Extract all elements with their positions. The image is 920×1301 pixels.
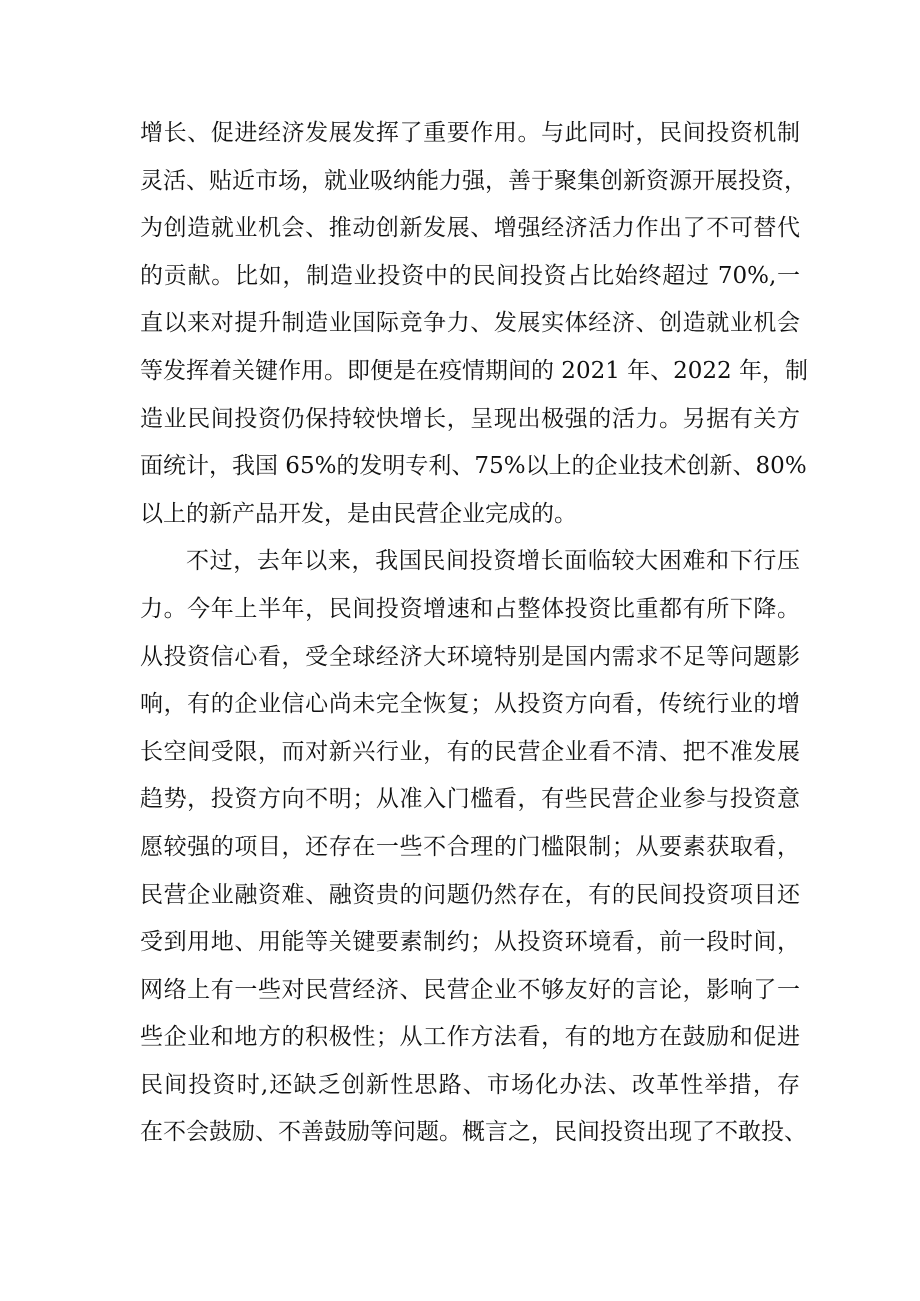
text-line: 网络上有一些对民营经济、民营企业不够友好的言论，影响了一: [140, 976, 800, 1003]
text-line: 灵活、贴近市场，就业吸纳能力强，善于聚集创新资源开展投资，: [140, 167, 807, 194]
text-line: 以上的新产品开发，是由民营企业完成的。: [140, 500, 577, 527]
text-line: 造业民间投资仍保持较快增长，呈现出极强的活力。另据有关方: [140, 405, 800, 432]
text-line: 在不会鼓励、不善鼓励等问题。概言之，民间投资出现了不敢投、: [140, 1119, 807, 1146]
body-text: [140, 110, 808, 1157]
text-line: 些企业和地方的积极性；从工作方法看，有的地方在鼓励和促进: [140, 1024, 800, 1051]
text-line: 直以来对提升制造业国际竞争力、发展实体经济、创造就业机会: [140, 310, 800, 337]
text-line: 面统计，我国 65%的发明专利、75%以上的企业技术创新、80%: [140, 453, 807, 480]
text-line: 受到用地、用能等关键要素制约；从投资环境看，前一段时间，: [140, 929, 800, 956]
text-line: 愿较强的项目，还存在一些不合理的门槛限制；从要素获取看，: [140, 833, 800, 860]
text-line: 民营企业融资难、融资贵的问题仍然存在，有的民间投资项目还: [140, 881, 800, 908]
text-line: 等发挥着关键作用。即便是在疫情期间的 2021 年、2022 年，制: [140, 357, 808, 384]
text-line: 为创造就业机会、推动创新发展、增强经济活力作出了不可替代: [140, 215, 800, 242]
text-line: 从投资信心看，受全球经济大环境特别是国内需求不足等问题影: [140, 643, 800, 670]
text-line: 长空间受限，而对新兴行业，有的民营企业看不清、把不准发展: [140, 738, 800, 765]
text-line: 力。今年上半年，民间投资增速和占整体投资比重都有所下降。: [140, 595, 800, 622]
text-line: 增长、促进经济发展发挥了重要作用。与此同时，民间投资机制: [140, 120, 800, 146]
text-line: 趋势，投资方向不明；从准入门槛看，有些民营企业参与投资意: [140, 786, 800, 813]
text-line: 民间投资时,还缺乏创新性思路、市场化办法、改革性举措，存: [140, 1071, 800, 1098]
paragraph-first-line: 不过，去年以来，我国民间投资增长面临较大困难和下行压: [186, 548, 800, 575]
text-line: 的贡献。比如，制造业投资中的民间投资占比始终超过 70%,一: [140, 262, 800, 289]
text-line: 响，有的企业信心尚未完全恢复；从投资方向看，传统行业的增: [140, 691, 800, 718]
